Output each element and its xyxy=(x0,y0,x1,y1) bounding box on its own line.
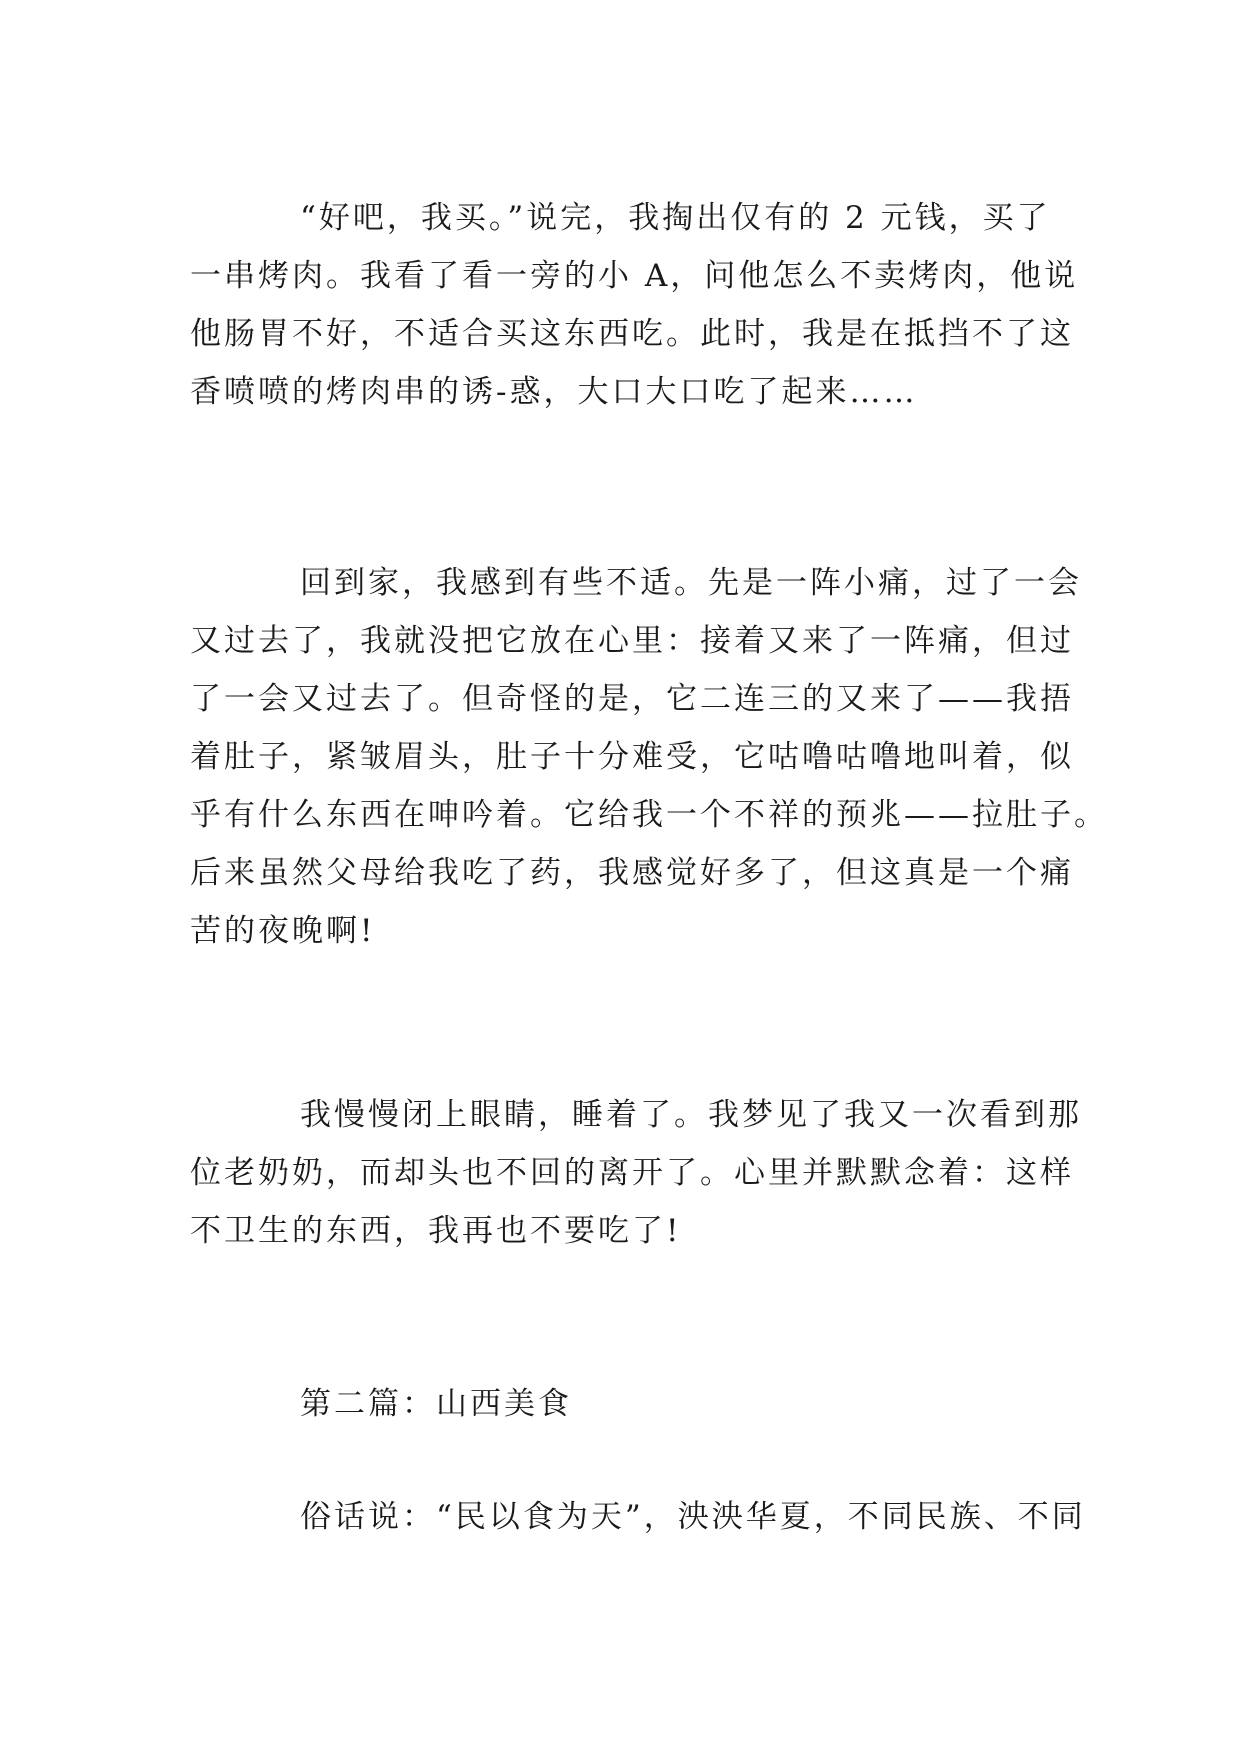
paragraph-line: 后来虽然父母给我吃了药，我感觉好多了，但这真是一个痛 xyxy=(190,855,1074,891)
paragraph-line: 回到家，我感到有些不适。先是一阵小痛，过了一会 xyxy=(300,565,1082,601)
paragraph-line: 着肚子，紧皱眉头，肚子十分难受，它咕噜咕噜地叫着，似 xyxy=(190,739,1074,775)
paragraph-line: 了一会又过去了。但奇怪的是，它二连三的又来了——我捂 xyxy=(190,681,1074,717)
paragraph-line: 香喷喷的烤肉串的诱-惑，大口大口吃了起来…… xyxy=(190,374,918,410)
paragraph-line: 俗话说：“民以食为天”，泱泱华夏，不同民族、不同 xyxy=(300,1499,1086,1535)
paragraph-line: 位老奶奶，而却头也不回的离开了。心里并默默念着：这样 xyxy=(190,1155,1074,1191)
paragraph-line: “好吧，我买。”说完，我掏出仅有的 2 元钱，买了 xyxy=(300,200,1051,236)
paragraph-line: 不卫生的东西，我再也不要吃了! xyxy=(190,1213,682,1249)
paragraph-line: 他肠胃不好，不适合买这东西吃。此时，我是在抵挡不了这 xyxy=(190,316,1074,352)
paragraph-line: 一串烤肉。我看了看一旁的小 A，问他怎么不卖烤肉，他说 xyxy=(190,258,1079,294)
paragraph-line: 乎有什么东西在呻吟着。它给我一个不祥的预兆——拉肚子。 xyxy=(190,797,1108,833)
paragraph-line: 苦的夜晚啊! xyxy=(190,913,376,949)
paragraph-line: 又过去了，我就没把它放在心里：接着又来了一阵痛，但过 xyxy=(190,623,1074,659)
section-heading: 第二篇：山西美食 xyxy=(300,1386,572,1422)
paragraph-line: 我慢慢闭上眼睛，睡着了。我梦见了我又一次看到那 xyxy=(300,1097,1082,1133)
